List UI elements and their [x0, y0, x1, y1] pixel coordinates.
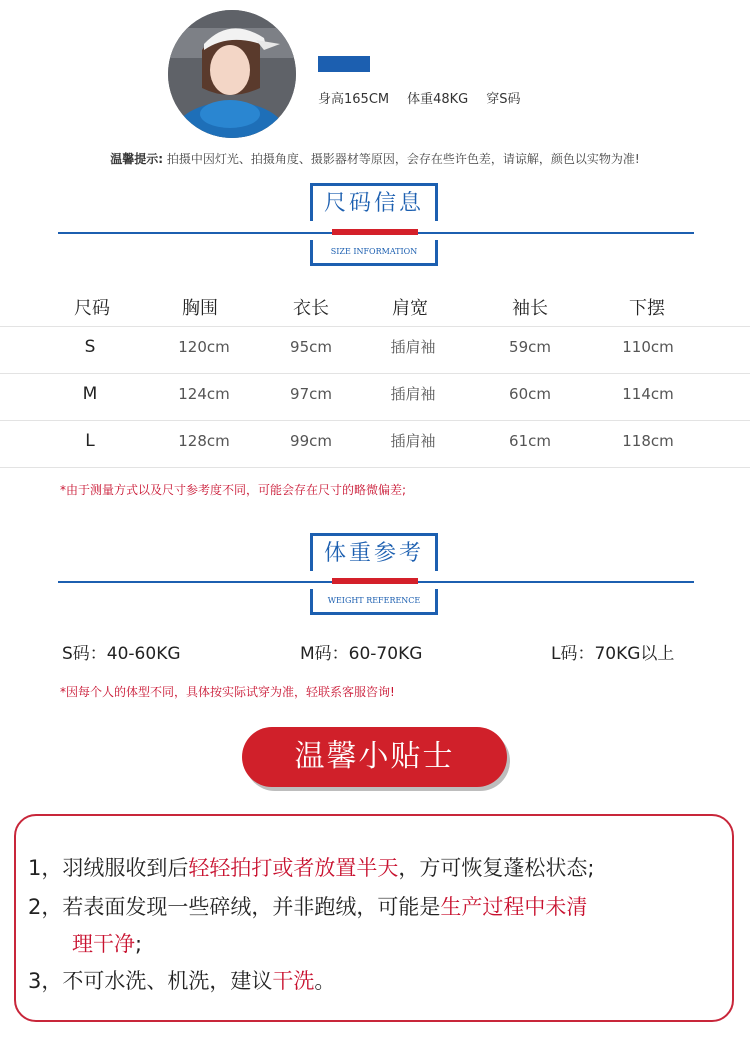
header-length: 衣长 [293, 298, 329, 319]
table-cell: 59cm [509, 338, 551, 356]
table-row [0, 373, 750, 420]
tips-line-1-end: ，方可恢复蓬松状态; [398, 856, 595, 880]
weight-note: *因每个人的体型不同，具体按实际试穿为准，轻联系客服咨询! [60, 685, 395, 699]
tips-line-1-text: 1，羽绒服收到后 [28, 856, 189, 880]
tips-line-3 [28, 965, 335, 995]
table-cell: 61cm [509, 432, 551, 450]
color-tip [0, 150, 750, 167]
table-cell: 124cm [178, 385, 230, 403]
tips-line-2-cont [72, 928, 142, 958]
size-section-subtitle: SIZE INFORMATION [310, 240, 438, 266]
tips-line-1-highlight: 轻轻拍打或者放置半天 [188, 856, 399, 880]
table-cell: 插肩袖 [390, 338, 436, 356]
header-hem: 下摆 [629, 298, 665, 319]
tips-line-3-highlight: 干洗 [272, 969, 315, 993]
weight-item-l: L码：70KG以上 [551, 644, 675, 664]
weight-section-red-mark [332, 578, 418, 584]
tips-line-3-text: 3，不可水洗、机洗，建议 [28, 969, 273, 993]
table-cell: 插肩袖 [390, 385, 436, 403]
table-cell: 128cm [178, 432, 230, 450]
model-weight: 体重48KG [407, 92, 469, 107]
model-avatar [168, 10, 296, 138]
table-cell-size: M [82, 384, 98, 404]
tip-text: 拍摄中因灯光、拍摄角度、摄影器材等原因，会存在些许色差，请谅解，颜色以实物为准! [166, 152, 640, 166]
tip-label: 温馨提示: [110, 152, 164, 166]
tips-line-2-text: 2，若表面发现一些碎绒，并非跑绒，可能是 [28, 895, 441, 919]
model-accent-bar [318, 56, 370, 72]
weight-item-s: S码：40-60KG [62, 644, 181, 664]
header-sleeve: 袖长 [512, 298, 548, 319]
table-cell: 60cm [509, 385, 551, 403]
weight-section-title: 体重参考 [310, 533, 438, 571]
model-height: 身高165CM [318, 92, 390, 107]
model-photo [168, 10, 296, 138]
size-table [0, 292, 750, 468]
tips-line-2-cont-end: ; [135, 932, 143, 956]
size-section-red-mark [332, 229, 418, 235]
table-cell: 120cm [178, 338, 230, 356]
header-chest: 胸围 [182, 298, 218, 319]
tips-line-3-end: 。 [314, 969, 336, 993]
size-section-title: 尺码信息 [310, 183, 438, 221]
header-shoulder: 肩宽 [392, 298, 428, 319]
model-size: 穿S码 [486, 92, 521, 107]
size-note: *由于测量方式以及尺寸参考度不同，可能会存在尺寸的略微偏差; [60, 483, 407, 497]
table-cell: 118cm [622, 432, 674, 450]
table-cell: 110cm [622, 338, 674, 356]
table-cell: 99cm [290, 432, 332, 450]
table-row [0, 420, 750, 468]
tips-line-2-highlight: 生产过程中未清 [440, 895, 588, 919]
tips-line-2-cont-highlight: 理干净 [72, 932, 135, 956]
tips-line-1 [28, 852, 594, 882]
table-cell-size: L [85, 431, 95, 451]
weight-section-subtitle: WEIGHT REFERENCE [310, 589, 438, 615]
table-cell: 插肩袖 [390, 432, 436, 450]
table-cell: 114cm [622, 385, 674, 403]
table-cell: 95cm [290, 338, 332, 356]
header-size: 尺码 [74, 298, 110, 319]
tips-banner: 温馨小贴士 [242, 727, 507, 787]
table-cell-size: S [84, 337, 96, 357]
table-cell: 97cm [290, 385, 332, 403]
weight-item-m: M码：60-70KG [300, 644, 423, 664]
tips-line-2 [28, 891, 587, 921]
model-stats [318, 88, 539, 107]
table-row [0, 326, 750, 373]
